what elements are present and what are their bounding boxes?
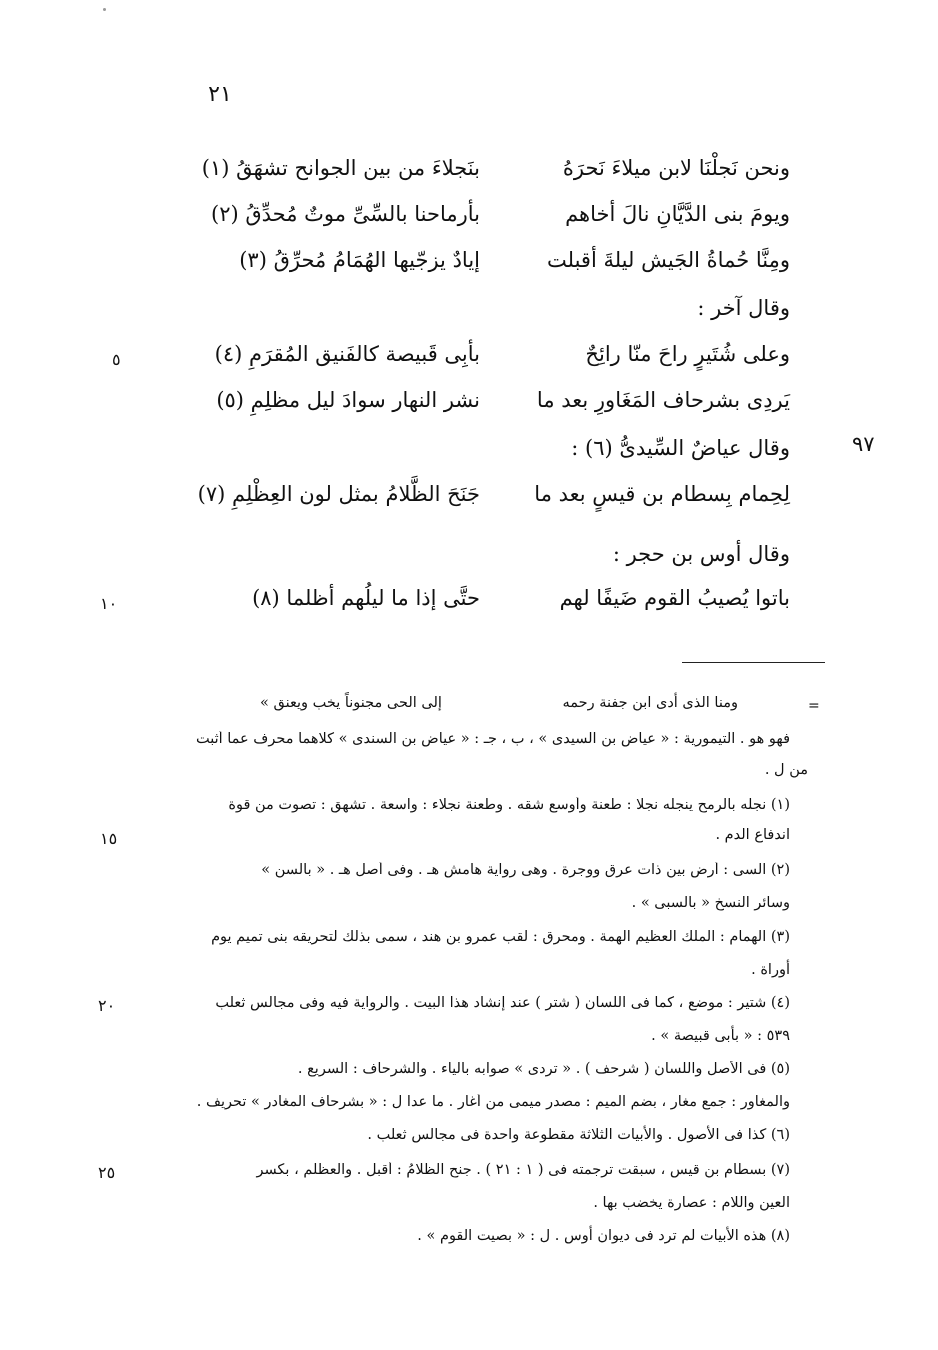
footnote-line: ٥٣٩ : « بأبى قبيصة » . bbox=[651, 1028, 790, 1044]
continued-verse-second-hemistich: إلى الحى مجنوناً يخب ويعنق » bbox=[260, 695, 442, 711]
line-number-margin: ٢٠ bbox=[98, 996, 116, 1015]
footnote-4: (٤) شتير : موضع ، كما فى اللسان ( شتر ) عند إنشاد هذا البيت . والرواية فيه وفى مجالس ثعلب bbox=[215, 995, 790, 1011]
verse-second-hemistich: نشر النهار سوادَ ليل مظلِمِ (٥) bbox=[216, 388, 480, 412]
continuation-mark: = bbox=[808, 698, 820, 714]
poem-intro: وقال آخر : bbox=[697, 296, 790, 320]
line-number-margin: ١٠ bbox=[100, 594, 118, 613]
verse-row bbox=[150, 248, 790, 284]
verse-first-hemistich: باتوا يُصيبُ القوم ضَيفًا لهم bbox=[559, 586, 790, 610]
footnote-7: (٧) بسطام بن قيس ، سبقت ترجمته فى ( ١ : ٢١ ) . جنح الظلامُ : أقبل . والعظلم ، بكسر bbox=[256, 1162, 790, 1178]
verse-row bbox=[150, 482, 790, 518]
footnote-5: (٥) فى الأصل واللسان ( شرحف ) . « تردى » صوابه بالياء . والشرحاف : السريع . bbox=[297, 1061, 790, 1077]
verse-second-hemistich: حتَّى إذا ما ليلُهم أظلما (٨) bbox=[252, 586, 480, 610]
verse-first-hemistich: يَردِى بشرحاف المَغَاورِ بعد ما bbox=[536, 388, 790, 412]
footnote-8: (٨) هذه الأبيات لم ترد فى ديوان أوس . ل : « بصيت القوم » . bbox=[417, 1228, 790, 1244]
footnote-line: والمغاور : جمع مغار ، بضم الميم : مصدر ميمى من أغار . ما عدا ل : « بشرحاف المغادر » تحريف . bbox=[196, 1094, 790, 1110]
verse-first-hemistich: ومِنَّا حُماةُ الجَيش ليلةَ أقبلت bbox=[547, 248, 790, 272]
line-number-margin: ٢٥ bbox=[98, 1163, 116, 1182]
verse-row bbox=[150, 156, 790, 192]
verse-second-hemistich: إيادٌ يزجّيها الهُمَامُ مُحرِّقُ (٣) bbox=[239, 248, 480, 272]
footnote-2: (٢) السى : أرض بين ذات عرق ووجرة . وهى رواية هامش هـ . وفى أصل هـ . « بالسن » bbox=[261, 862, 790, 878]
footnote-divider bbox=[682, 662, 825, 663]
footnote-3: (٣) الهمام : الملك العظيم الهمة . ومحرق : لقب عمرو بن هند ، سمى بذلك لتحريقه بنى تميم يوم bbox=[211, 929, 790, 945]
verse-second-hemistich: بأبِى قَبيصة كالفَنيق المُقرَمِ (٤) bbox=[214, 342, 480, 366]
verse-second-hemistich: بنَجلاءَ من بين الجوانح تشهَقُ (١) bbox=[201, 156, 480, 180]
footnote-line: وسائر النسخ « بالسبى » . bbox=[631, 895, 790, 911]
verse-row bbox=[150, 342, 790, 378]
verse-row bbox=[150, 202, 790, 238]
footnote-line: العين واللام : عصارة يخضب بها . bbox=[593, 1195, 790, 1211]
verse-first-hemistich: وعلى شُتَيرٍ راحَ منّا رائِحٌ bbox=[585, 342, 790, 366]
line-number-margin: ٥ bbox=[112, 350, 121, 369]
verse-row bbox=[150, 586, 790, 622]
verse-first-hemistich: ويومَ بنى الدَّيَّانِ نالَ أخاهم bbox=[565, 202, 790, 226]
continued-verse-first-hemistich: ومنا الذى أدى ابن جفنة رحمه bbox=[562, 695, 738, 711]
verse-first-hemistich: لِحِمام بِسطام بن قيسٍ بعد ما bbox=[534, 482, 790, 506]
footnote-line: من ل . bbox=[764, 762, 808, 778]
poem-intro: وقال أوس بن حجر : bbox=[612, 542, 790, 566]
verse-second-hemistich: جَنَحَ الظَّلامُ بمثل لون العِظْلِمِ (٧) bbox=[197, 482, 480, 506]
verse-second-hemistich: بأرماحنا بالسِّىِّ موتٌ مُحدِّقُ (٢) bbox=[211, 202, 480, 226]
footnote-line: فهو هو . التيمورية : « عياض بن السيدى » ، ب ، جـ : « عياض بن السندى » كلاهما محرف عما أثبت bbox=[195, 731, 790, 747]
verse-row bbox=[150, 388, 790, 424]
line-number-margin: ١٥ bbox=[100, 829, 118, 848]
poem-intro: وقال عياضٌ السِّيدىُّ (٦) : bbox=[571, 436, 790, 460]
footnote-1: (١) نجله بالرمح ينجله نجلا : طعنة وأوسع شقه . وطعنة نجلاء : واسعة . تشهق : تصوت من قوة bbox=[228, 797, 790, 813]
page-number: ٢١ bbox=[208, 82, 232, 107]
footnote-line: أوراة . bbox=[751, 962, 790, 978]
footnote-6: (٦) كذا فى الأصول . والأبيات الثلاثة مقطوعة واحدة فى مجالس ثعلب . bbox=[367, 1127, 790, 1143]
side-reference-number: ٩٧ bbox=[852, 432, 875, 456]
scan-speck bbox=[103, 8, 106, 11]
footnote-line: اندفاع الدم . bbox=[715, 827, 790, 843]
verse-first-hemistich: ونحن نَجلْنَا لابن ميلاءَ نَحرَهُ bbox=[562, 156, 790, 180]
